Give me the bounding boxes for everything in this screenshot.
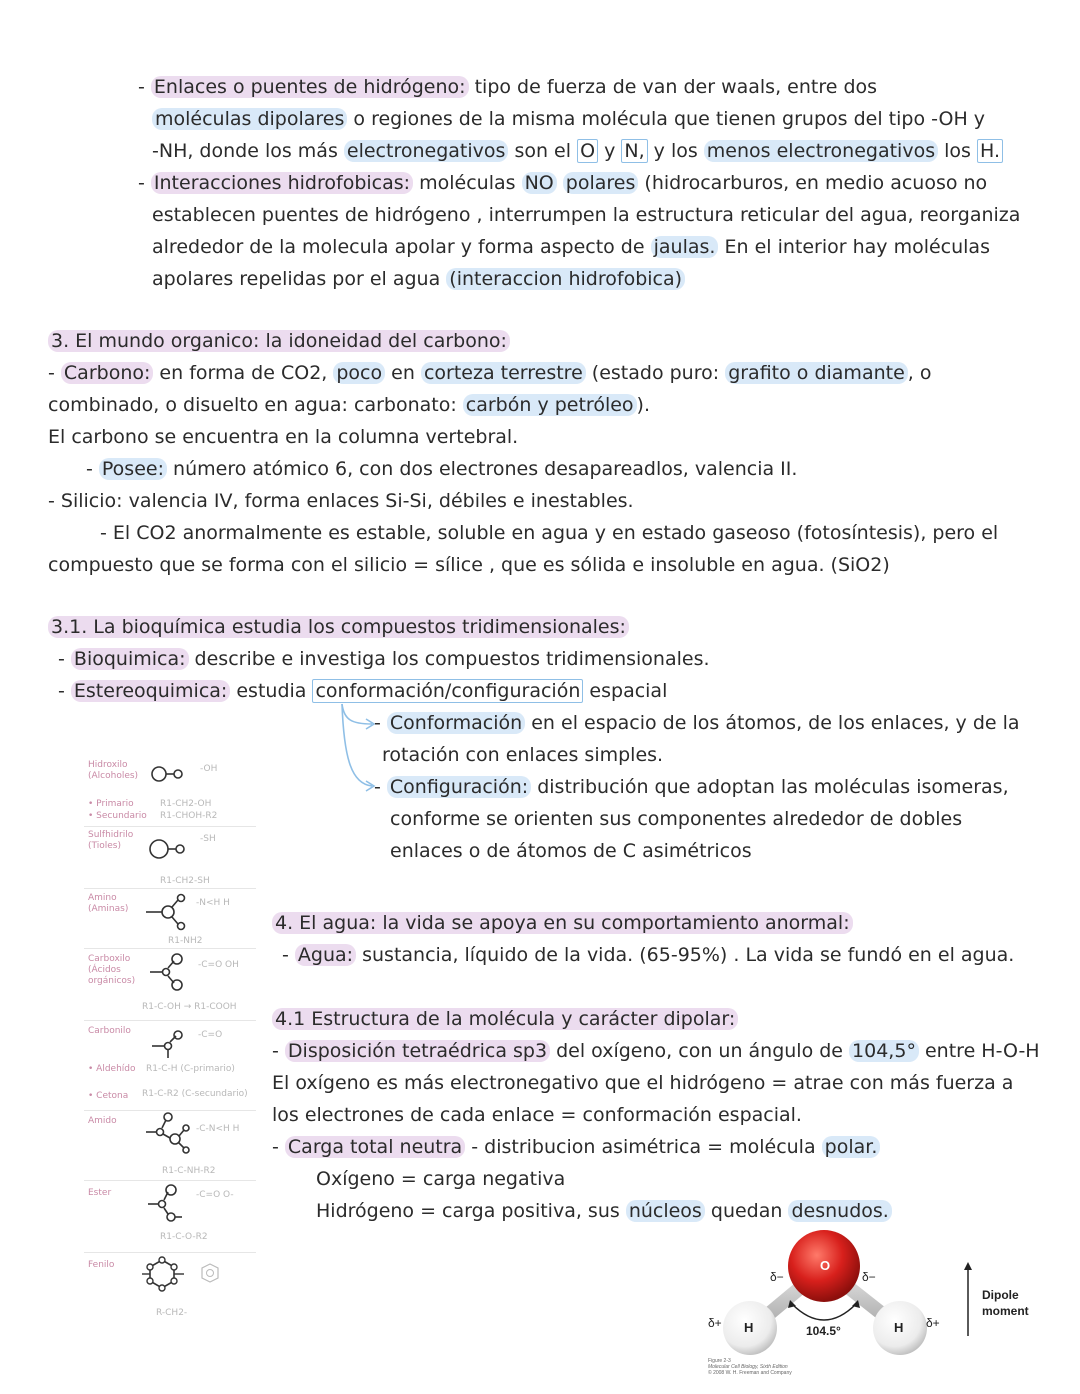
- group-formula: R1-C-OH → R1-COOH: [142, 1002, 237, 1012]
- group-formula: -C-N<H H: [196, 1124, 240, 1134]
- divider: [84, 1252, 256, 1253]
- group-name: Carbonilo: [88, 1026, 131, 1036]
- figure-caption: Molecular Cell Biology, Sixth Edition: [708, 1364, 788, 1370]
- group-variant: • Secundario: [88, 811, 147, 821]
- group-formula: R1-C-NH-R2: [162, 1166, 216, 1176]
- section-3-heading: 3. El mundo organico: la idoneidad del carbono:: [48, 328, 510, 354]
- carbonyl-molecule-icon: [150, 1030, 184, 1060]
- text-line: Oxígeno = carga negativa: [316, 1168, 566, 1190]
- text-line: compuesto que se forma con el silicio = sílice , que es sólida e insoluble en agua. (SiO2): [48, 554, 890, 576]
- group-formula: -C=O O-: [196, 1190, 234, 1200]
- text-line: - Posee: número atómico 6, con dos electrones desapareadlos, valencia II.: [86, 458, 798, 480]
- partial-charge-label: δ−: [770, 1270, 784, 1284]
- group-formula: R1-C-R2 (C-secundario): [142, 1089, 248, 1099]
- text-line: combinado, o disuelto en agua: carbonato: carbón y petróleo ).: [48, 394, 650, 416]
- text-line: - Agua: sustancia, líquido de la vida. (65-95%) . La vida se fundó en el agua.: [282, 944, 1015, 966]
- text-line: establecen puentes de hidrógeno , interrumpen la estructura reticular del agua, reorganiza: [152, 204, 1021, 226]
- text-line: - Estereoquimica: estudia conformación/configuración espacial: [58, 680, 668, 702]
- text-line: enlaces o de átomos de C asimétricos: [390, 840, 752, 862]
- group-formula: R1-CH2-SH: [160, 876, 210, 886]
- figure-caption: © 2008 W. H. Freeman and Company: [708, 1370, 792, 1376]
- highlight: moléculas dipolares: [152, 108, 347, 130]
- group-formula: -SH: [200, 834, 216, 844]
- hydroxyl-molecule-icon: [150, 763, 190, 785]
- text-line: los electrones de cada enlace = conformación espacial.: [272, 1104, 802, 1126]
- group-name: Amido: [88, 1116, 117, 1126]
- text-line: - Carga total neutra - distribucion asimétrica = molécula polar.: [272, 1134, 880, 1160]
- bullet-hydrogen-bonds: - Enlaces o puentes de hidrógeno: tipo de fuerza de van der waals, entre dos: [138, 76, 878, 98]
- text-line: El carbono se encuentra en la columna vertebral.: [48, 426, 519, 448]
- text-line: Hidrógeno = carga positiva, sus núcleos quedan desnudos.: [316, 1198, 892, 1224]
- group-formula: R1-C-O-R2: [160, 1232, 208, 1242]
- group-variant: • Aldehído: [88, 1064, 136, 1074]
- oxygen-label: O: [820, 1258, 831, 1273]
- group-formula: -OH: [200, 764, 218, 774]
- bond-angle-label: 104.5°: [806, 1324, 841, 1338]
- dipole-label: moment: [982, 1304, 1029, 1318]
- group-subname: orgánicos): [88, 976, 136, 986]
- group-subname: (Tioles): [88, 841, 121, 851]
- group-formula: R1-NH2: [168, 936, 203, 946]
- hydrogen-label: H: [894, 1320, 904, 1335]
- amide-molecule-icon: [144, 1112, 194, 1156]
- group-name: Carboxilo: [88, 954, 131, 964]
- divider: [84, 826, 256, 827]
- sulfhydryl-molecule-icon: [148, 836, 188, 862]
- bullet-hydrophobic: - Interacciones hidrofobicas: moléculas NO polares (hidrocarburos, en medio acuoso no: [138, 172, 988, 194]
- divider: [84, 1110, 256, 1111]
- text-line: - Carbono: en forma de CO2, poco en corteza terrestre (estado puro: grafito o diamante , o: [48, 362, 932, 384]
- group-variant: • Cetona: [88, 1091, 129, 1101]
- amino-molecule-icon: [144, 892, 190, 932]
- group-name: Amino: [88, 893, 117, 903]
- figure-caption: Figure 2-3: [708, 1358, 731, 1364]
- partial-charge-label: δ+: [926, 1316, 940, 1330]
- group-subname: (Ácidos: [88, 965, 121, 975]
- group-variant: • Primario: [88, 799, 134, 809]
- hydrogen-label: H: [744, 1320, 754, 1335]
- text-line: -NH, donde los más electronegativos son el O y N, y los menos electronegativos los H.: [152, 138, 1003, 164]
- divider: [84, 888, 256, 889]
- group-name: Ester: [88, 1188, 112, 1198]
- partial-charge-label: δ+: [708, 1316, 722, 1330]
- group-subname: (Alcoholes): [88, 771, 139, 781]
- text-line: apolares repelidas por el agua (interaccion hidrofobica): [152, 266, 685, 292]
- section-41-heading: 4.1 Estructura de la molécula y carácter dipolar:: [272, 1006, 738, 1032]
- text-line: - Conformación en el espacio de los átomos, de los enlaces, y de la: [374, 712, 1020, 734]
- group-formula: R-CH2-: [156, 1308, 188, 1318]
- text-line: rotación con enlaces simples.: [382, 744, 664, 766]
- text-line: - Silicio: valencia IV, forma enlaces Si-Si, débiles e inestables.: [48, 490, 634, 512]
- divider: [84, 1180, 256, 1181]
- carboxyl-molecule-icon: [148, 952, 192, 992]
- divider: [84, 1020, 256, 1021]
- group-name: Fenilo: [88, 1260, 115, 1270]
- highlight: Enlaces o puentes de hidrógeno:: [151, 76, 469, 98]
- text-line: El oxígeno es más electronegativo que el hidrógeno = atrae con más fuerza a: [272, 1072, 1014, 1094]
- text-line: - Bioquimica: describe e investiga los compuestos tridimensionales.: [58, 648, 710, 670]
- text-line: - El CO2 anormalmente es estable, soluble en agua y en estado gaseoso (fotosíntesis), pero el: [100, 522, 999, 544]
- section-31-heading: 3.1. La bioquímica estudia los compuestos tridimensionales:: [48, 614, 629, 640]
- partial-charge-label: δ−: [862, 1270, 876, 1284]
- group-name: Hidroxilo: [88, 760, 128, 770]
- text-line: - Disposición tetraédrica sp3 del oxígeno, con un ángulo de 104,5° entre H-O-H: [272, 1040, 1040, 1062]
- group-formula: R1-CHOH-R2: [160, 811, 218, 821]
- divider: [84, 948, 256, 949]
- water-molecule-figure: [700, 1230, 1040, 1380]
- dipole-label: Dipole: [982, 1288, 1019, 1302]
- group-name: Sulfhidrilo: [88, 830, 134, 840]
- group-formula: -C=O: [198, 1030, 223, 1040]
- text-line: - Configuración: distribución que adoptan las moléculas isomeras,: [374, 776, 1009, 798]
- group-formula: -C=O OH: [198, 960, 239, 970]
- group-formula: R1-CH2-OH: [160, 799, 212, 809]
- text-line: alrededor de la molecula apolar y forma aspecto de jaulas. En el interior hay moléculas: [152, 236, 990, 258]
- group-formula: -N<H H: [196, 898, 230, 908]
- phenyl-molecule-icon: [140, 1256, 230, 1306]
- group-subname: (Aminas): [88, 904, 129, 914]
- section-4-heading: 4. El agua: la vida se apoya en su comportamiento anormal:: [272, 910, 853, 936]
- text-line: moléculas dipolares o regiones de la misma molécula que tienen grupos del tipo -OH y: [152, 106, 985, 132]
- ester-molecule-icon: [146, 1184, 190, 1224]
- group-formula: R1-C-H (C-primario): [146, 1064, 235, 1074]
- text-line: conforme se orienten sus componentes alrededor de dobles: [390, 808, 963, 830]
